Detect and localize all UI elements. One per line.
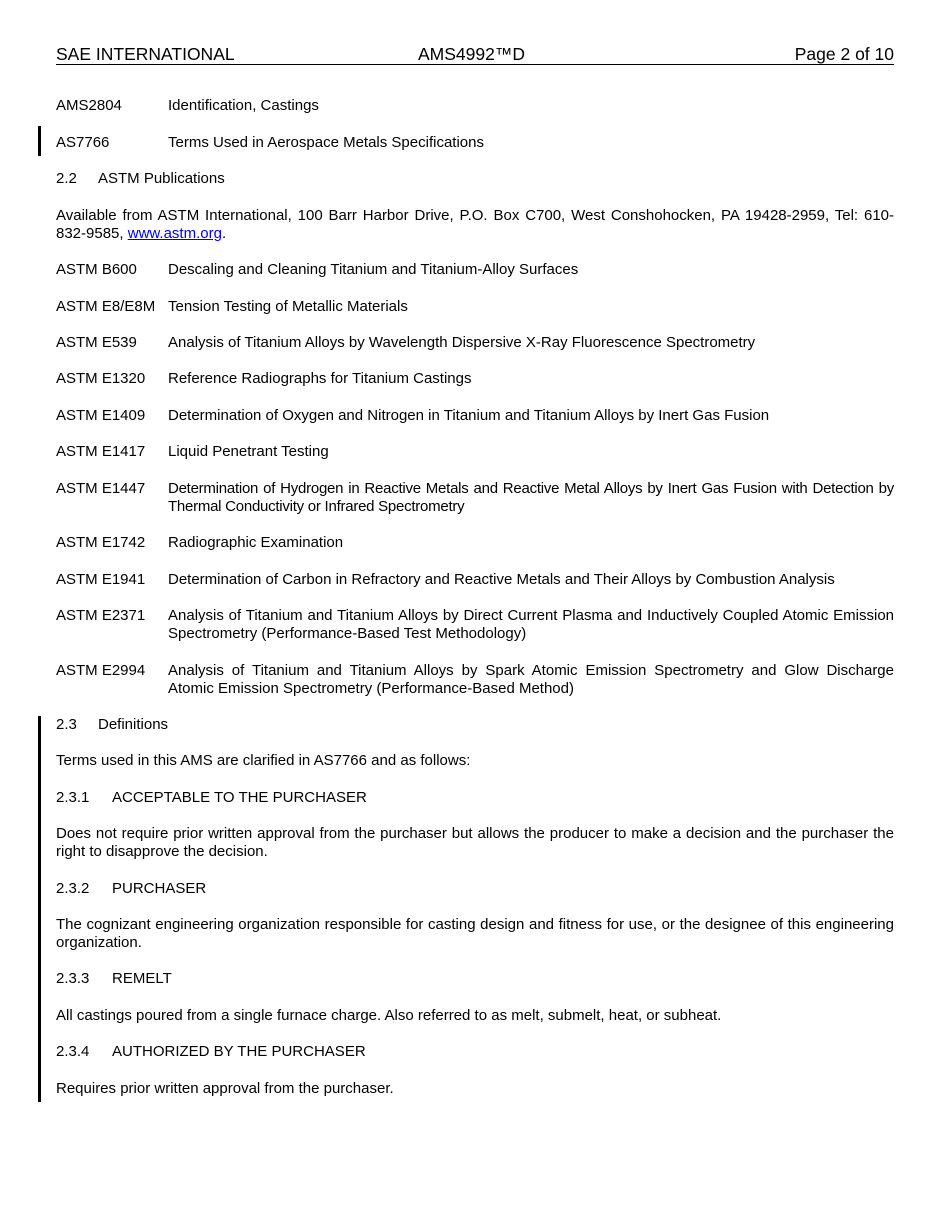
reference-title: Identification, Castings [168, 97, 319, 114]
subsection-heading [56, 880, 894, 898]
subsection-term: REMELT [112, 970, 172, 987]
reference-title: Descaling and Cleaning Titanium and Titanium-Alloy Surfaces [168, 261, 579, 278]
reference-code: ASTM E1447 [56, 480, 146, 497]
definition-text: Requires prior written approval from the purchaser. [56, 1080, 394, 1097]
section-heading [56, 716, 894, 734]
reference-title: Determination of Oxygen and Nitrogen in Titanium and Titanium Alloys by Inert Gas Fusion [168, 407, 770, 424]
subsection-number: 2.3.3 [56, 970, 90, 987]
reference-title: Analysis of Titanium Alloys by Wavelength Dispersive X-Ray Fluorescence Spectrometry [168, 334, 756, 351]
reference-title: Radiographic Examination [168, 534, 344, 551]
section-title: ASTM Publications [98, 170, 225, 187]
reference-title: Analysis of Titanium and Titanium Alloys by Direct Current Plasma and Inductively Coupled Atomic Emission Spectrometry (Performance-Based Test Methodology) [168, 607, 894, 642]
reference-title: Analysis of Titanium and Titanium Alloys by Spark Atomic Emission Spectrometry and Glow Discharge Atomic Emission Spectrometry (Performance-Based Method) [168, 662, 894, 697]
reference-code: ASTM E1409 [56, 407, 146, 424]
reference-title: Terms Used in Aerospace Metals Specifications [168, 134, 484, 151]
header-org: SAE INTERNATIONAL [56, 44, 235, 64]
change-bar [38, 716, 41, 1102]
section-title: Definitions [98, 716, 169, 733]
reference-code: AMS2804 [56, 97, 122, 114]
reference-code: ASTM E1320 [56, 370, 146, 387]
section-number: 2.3 [56, 716, 77, 733]
definitions-intro: Terms used in this AMS are clarified in AS7766 and as follows: [56, 752, 471, 769]
subsection-number: 2.3.1 [56, 789, 90, 806]
reference-title: Liquid Penetrant Testing [168, 443, 329, 460]
reference-code: ASTM E1417 [56, 443, 146, 460]
subsection-number: 2.3.2 [56, 880, 90, 897]
reference-code: ASTM E1941 [56, 571, 146, 588]
subsection-term: AUTHORIZED BY THE PURCHASER [112, 1043, 366, 1060]
definition-text: The cognizant engineering organization responsible for casting design and fitness for use, or the designee of this engineering organization. [56, 916, 894, 951]
subsection-heading [56, 1043, 894, 1061]
reference-title: Determination of Hydrogen in Reactive Metals and Reactive Metal Alloys by Inert Gas Fusion with Detection by Thermal Conductivity or Infrared Spectrometry [168, 480, 894, 515]
reference-title: Determination of Carbon in Refractory and Reactive Metals and Their Alloys by Combustion Analysis [168, 571, 835, 588]
reference-code: ASTM E1742 [56, 534, 146, 551]
subsection-heading [56, 789, 894, 807]
reference-code: ASTM E2994 [56, 662, 146, 679]
availability-text: Available from ASTM International, 100 Barr Harbor Drive, P.O. Box C700, West Conshohocken, PA 19428-2959, Tel: 610-832-9585, [56, 207, 894, 242]
reference-title: Tension Testing of Metallic Materials [168, 298, 408, 315]
section-heading [56, 170, 894, 188]
astm-website-link[interactable]: www.astm.org [127, 225, 222, 242]
reference-title: Reference Radiographs for Titanium Castings [168, 370, 472, 387]
subsection-number: 2.3.4 [56, 1043, 90, 1060]
change-bar [38, 126, 41, 156]
subsection-term: PURCHASER [112, 880, 207, 897]
availability-paragraph [56, 207, 894, 243]
section-number: 2.2 [56, 170, 77, 187]
availability-end: . [221, 225, 227, 242]
header-doc-number: AMS4992™D [418, 44, 525, 64]
reference-code: ASTM E2371 [56, 607, 146, 624]
subsection-term: ACCEPTABLE TO THE PURCHASER [112, 789, 367, 806]
header-page-number: Page 2 of 10 [794, 44, 894, 64]
reference-code: ASTM E539 [56, 334, 137, 351]
reference-code: AS7766 [56, 134, 110, 151]
subsection-heading [56, 970, 894, 988]
page-header [56, 44, 894, 65]
definition-text: Does not require prior written approval from the purchaser but allows the producer to make a decision and the purchaser the right to disapprove the decision. [56, 825, 894, 860]
definition-text: All castings poured from a single furnace charge. Also referred to as melt, submelt, heat, or subheat. [56, 1007, 722, 1024]
reference-code: ASTM E8/E8M [56, 298, 156, 315]
reference-code: ASTM B600 [56, 261, 137, 278]
